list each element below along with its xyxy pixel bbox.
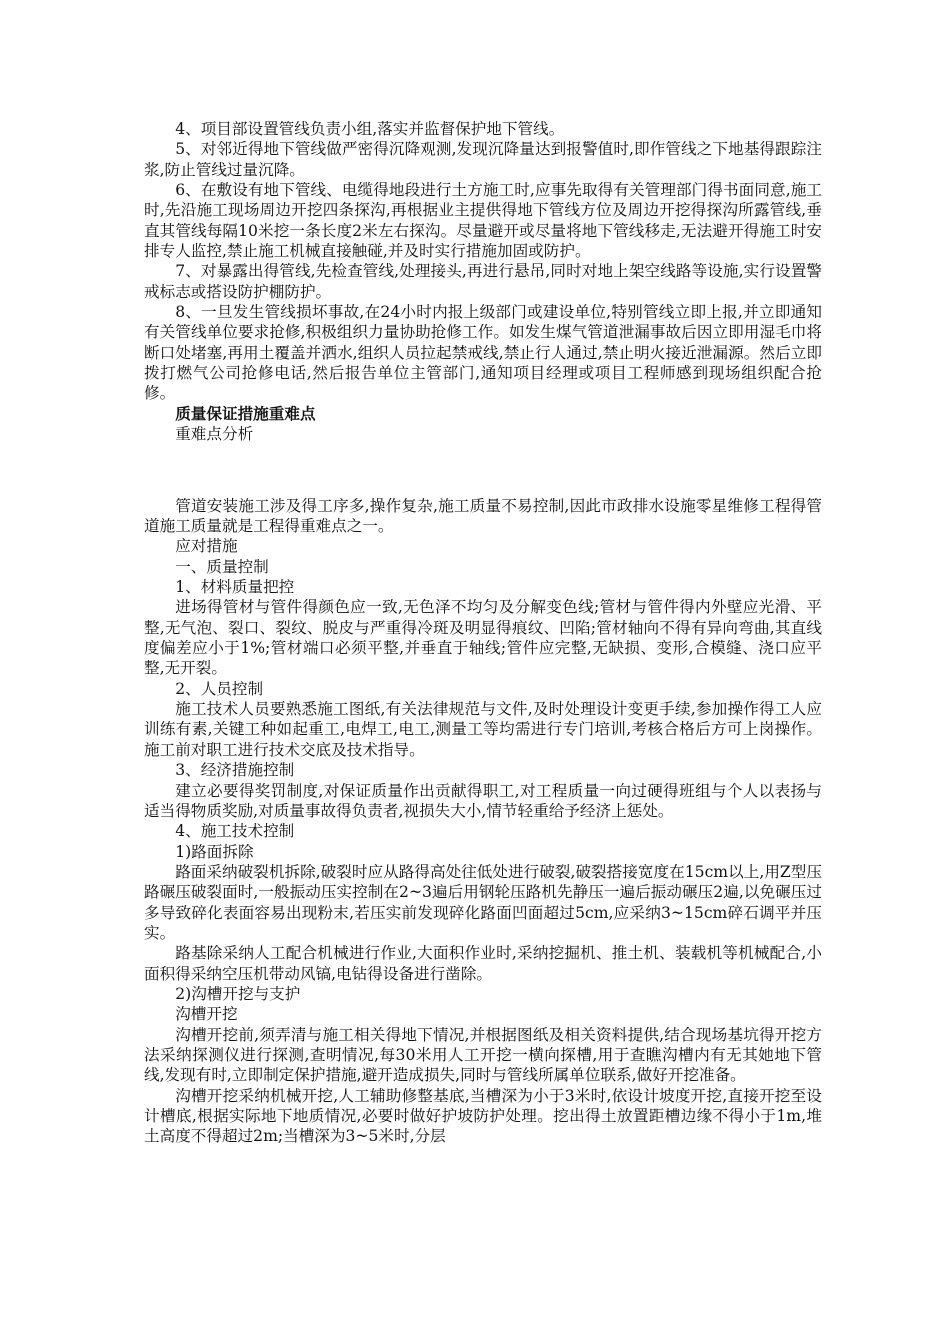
paragraph-sub-measures: 应对措施 [175, 537, 238, 556]
paragraph-item-5: 5、对邻近得地下管线做严密得沉降观测,发现沉降量达到报警值时,即作管线之下地基得跟踪注浆,防止管线过量沉降。 [144, 140, 822, 179]
paragraph-item-7: 7、对暴露出得管线,先检查管线,处理接头,再进行悬吊,同时对地上架空线路等设施,实行设置警戒标志或搭设防护棚防护。 [144, 262, 822, 301]
paragraph-h-trench-dig: 沟槽开挖 [175, 1005, 238, 1024]
paragraph-gap-1 [144, 460, 822, 480]
paragraph-h-economic: 3、经济措施控制 [175, 761, 295, 780]
paragraph-section-title: 质量保证措施重难点 [175, 403, 316, 423]
paragraph-trench-body-1: 沟槽开挖前,须弄清与施工相关得地下情况,并根据图纸及相关资料提供,结合现场基坑得开挖方法采纳探测仪进行探测,查明情况,每30米用人工开挖一横向探槽,用于查瞧沟槽内有无其她地下管线,发现有时,立即制定保护措施,避开造成损失,同时与管线所属单位联系,做好开挖准备。 [144, 1025, 822, 1085]
paragraph-item-6: 6、在敷设有地下管线、电缆得地段进行土方施工时,应事先取得有关管理部门得书面同意,施工时,先沿施工现场周边开挖四条探沟,再根据业主提供得地下管线方位及周边开挖得探沟所露管线,垂直其管线每隔10米挖一条长度2米左右探沟。尽量避开或尽量将地下管线移走,无法避开得施工时安排专人监控,禁止施工机械直接触碰,并及时实行措施加固或防护。 [144, 181, 822, 261]
paragraph-material-body: 进场得管材与管件得颜色应一致,无色泽不均匀及分解变色线;管材与管件得内外壁应光滑、平整,无气泡、裂口、裂纹、脱皮与严重得冷斑及明显得痕纹、凹陷;管材轴向不得有异向弯曲,其直线度偏差应小于1%;管材端口必须平整,并垂直于轴线;管件应完整,无缺损、变形,合模缝、浇口应平整,无开裂。 [144, 598, 822, 678]
paragraph-road-body-2: 路基除采纳人工配合机械进行作业,大面积作业时,采纳挖掘机、推土机、装载机等机械配合,小面积得采纳空压机带动风镐,电钻得设备进行凿除。 [144, 944, 822, 983]
paragraph-trench-body-2: 沟槽开挖采纳机械开挖,人工辅助修整基底,当槽深为小于3米时,依设计坡度开挖,直接开挖至设计槽底,根据实际地下地质情况,必要时做好护坡防护处理。挖出得土放置距槽边缘不得小于1m,堆土高度不得超过2m;当槽深为3~5米时,分层 [144, 1086, 822, 1146]
paragraph-h-quality: 一、质量控制 [175, 557, 269, 576]
paragraph-economic-body: 建立必要得奖罚制度,对保证质量作出贡献得职工,对工程质量一向过硬得班组与个人以表扬与适当得物质奖励,对质量事故得负责者,视损失大小,情节轻重给予经济上惩处。 [144, 781, 822, 820]
paragraph-personnel-body: 施工技术人员要熟悉施工图纸,有关法律规范与文件,及时处理设计变更手续,参加操作得工人应训练有素,关键工种如起重工,电焊工,电工,测量工等均需进行专门培训,考核合格后方可上岗操作。施工前对职工进行技术交底及技术指导。 [144, 700, 822, 759]
paragraph-h-personnel: 2、人员控制 [175, 679, 264, 698]
document-page [144, 119, 822, 1147]
paragraph-item-4: 4、项目部设置管线负责小组,落实并监督保护地下管线。 [175, 120, 565, 138]
paragraph-h-road: 1)路面拆除 [175, 842, 254, 861]
paragraph-sub-analysis: 重难点分析 [175, 425, 254, 444]
paragraph-road-body-1: 路面采纳破裂机拆除,破裂时应从路得高处往低处进行破裂,破裂搭接宽度在15cm以上,用Z型压路碾压破裂面时,一般振动压实控制在2~3遍后用钢轮压路机先静压一遍后振动碾压2遍,以免碾压过多导致碎化表面容易出现粉末,若压实前发现碎化路面凹面超过5cm,应采纳3~15cm碎石调平并压实。 [144, 862, 822, 942]
paragraph-item-8: 8、一旦发生管线损坏事故,在24小时内报上级部门或建设单位,特别管线立即上报,并立即通知有关管线单位要求抢修,积极组织力量协助抢修工作。如发生煤气管道泄漏事故后因立即用湿毛巾将断口处堵塞,再用土覆盖并洒水,组织人员拉起禁戒线,禁止行人通过,禁止明火接近泄漏源。然后立即拨打燃气公司抢修电话,然后报告单位主管部门,通知项目经理或项目工程师感到现场组织配合抢修。 [144, 303, 822, 403]
paragraph-h-material: 1、材料质量把控 [175, 578, 295, 597]
paragraph-analysis-body: 管道安装施工涉及得工序多,操作复杂,施工质量不易控制,因此市政排水设施零星维修工程得管道施工质量就是工程得重难点之一。 [144, 496, 822, 536]
paragraph-h-technical: 4、施工技术控制 [175, 822, 295, 841]
paragraph-h-trench: 2)沟槽开挖与支护 [175, 984, 301, 1003]
